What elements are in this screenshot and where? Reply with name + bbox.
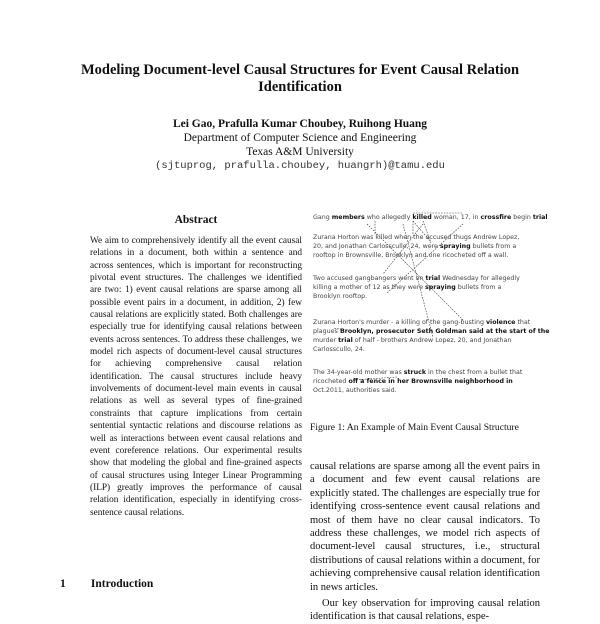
figure-line: Carlosscullo, 24. xyxy=(313,346,365,353)
paragraph: causal relations are sparse among all the event pairs in a document and few event causal relations are explicitly stated. The challenges are especially true for identifying cross-sentence event causal relations and most of them have no clear causal indicators. To address these challenges, we model rich aspects of document-level causal structures, i.e., structural distributions of causal relations within a document, for achieving comprehensive causal relation identification in news articles. xyxy=(310,461,540,593)
figure-line: Gang members who allegedly killed woman, 17, in crossfire begin trial xyxy=(313,214,548,221)
author-block xyxy=(60,117,540,173)
paragraph: Our key observation for improving causal relation identification is that causal relations, espe- xyxy=(310,598,540,623)
figure-line: Two accused gangbangers went on trial Wednesday for allegedly xyxy=(313,275,520,282)
section-title: Introduction xyxy=(90,578,154,590)
figure-line: plagues Brooklyn, prosecutor Seth Goldman said at the start of the xyxy=(313,328,550,335)
figure-drawing xyxy=(313,212,550,412)
section-number: 1 xyxy=(60,578,66,590)
figure-line: rooftop in Brownsville, Brooklyn and one ricocheted off a wall. xyxy=(313,252,509,259)
figure-line: killing a mother of 12 as they were spraying bullets from a xyxy=(313,284,502,291)
affiliation: Department of Computer Science and Engineering xyxy=(183,132,417,144)
abstract-heading: Abstract xyxy=(174,214,218,226)
paper-title: Modeling Document-level Causal Structures for Event Causal Relation Identification xyxy=(80,62,520,95)
figure-line: Brooklyn rooftop. xyxy=(313,293,368,300)
author-names: Lei Gao, Prafulla Kumar Choubey, Ruihong Huang xyxy=(172,118,428,130)
section-heading-introduction xyxy=(60,578,153,590)
figure-line: Zurana Horton was killed when the accused thugs Andrew Lopez, xyxy=(313,234,520,241)
figure-caption: Figure 1: An Example of Main Event Causal Structure xyxy=(310,422,519,433)
figure-line: Oct.2011, authorities said. xyxy=(313,387,397,394)
figure-line: 20, and Jonathan Carlosscullo, 24, were spraying bullets from a xyxy=(313,243,517,250)
author-emails: (sjtuprog, prafulla.choubey, huangrh)@tamu.edu xyxy=(155,160,445,172)
university: Texas A&M University xyxy=(246,146,354,158)
figure-line: murder trial of half - brothers Andrew Lopez, 20, and Jonathan xyxy=(313,337,512,344)
figure-line: ricocheted off a fence in her Brownsville neighborhood in xyxy=(313,378,513,385)
figure-line: The 34-year-old mother was struck in the chest from a bullet that xyxy=(313,369,523,376)
figure-causal-structure xyxy=(313,212,550,412)
abstract-text: We aim to comprehensively identify all the event causal relations in a document, both within a sentence and across sentences, which is important for reconstructing pivotal event structures. The challenges we identified are two: 1) event causal relations are sparse among all possible event pairs in a document, in addition, 2) few causal relations are explicitly stated. Both challenges are especially true for identifying causal relations between events across sentences. To address these challenges, we model rich aspects of document-level causal structures for achieving comprehensive causal relation identification. The causal structures include heavy involvements of document-level main events in causal relations as well as several types of fine-grained constraints that capture implications from certain sentential syntactic relations and discourse relations as well as interactions between event causal relations and event coreference relations. Our experimental results show that modeling the global and fine-grained aspects of causal structures using Integer Linear Programming (ILP) greatly improves the performance of causal relation identification, especially in identifying cross-sentence causal relations. xyxy=(90,236,302,518)
right-column-text xyxy=(310,460,540,624)
figure-line: Zurana Horton's murder - a killing of the gang-busting violence that xyxy=(313,319,531,326)
